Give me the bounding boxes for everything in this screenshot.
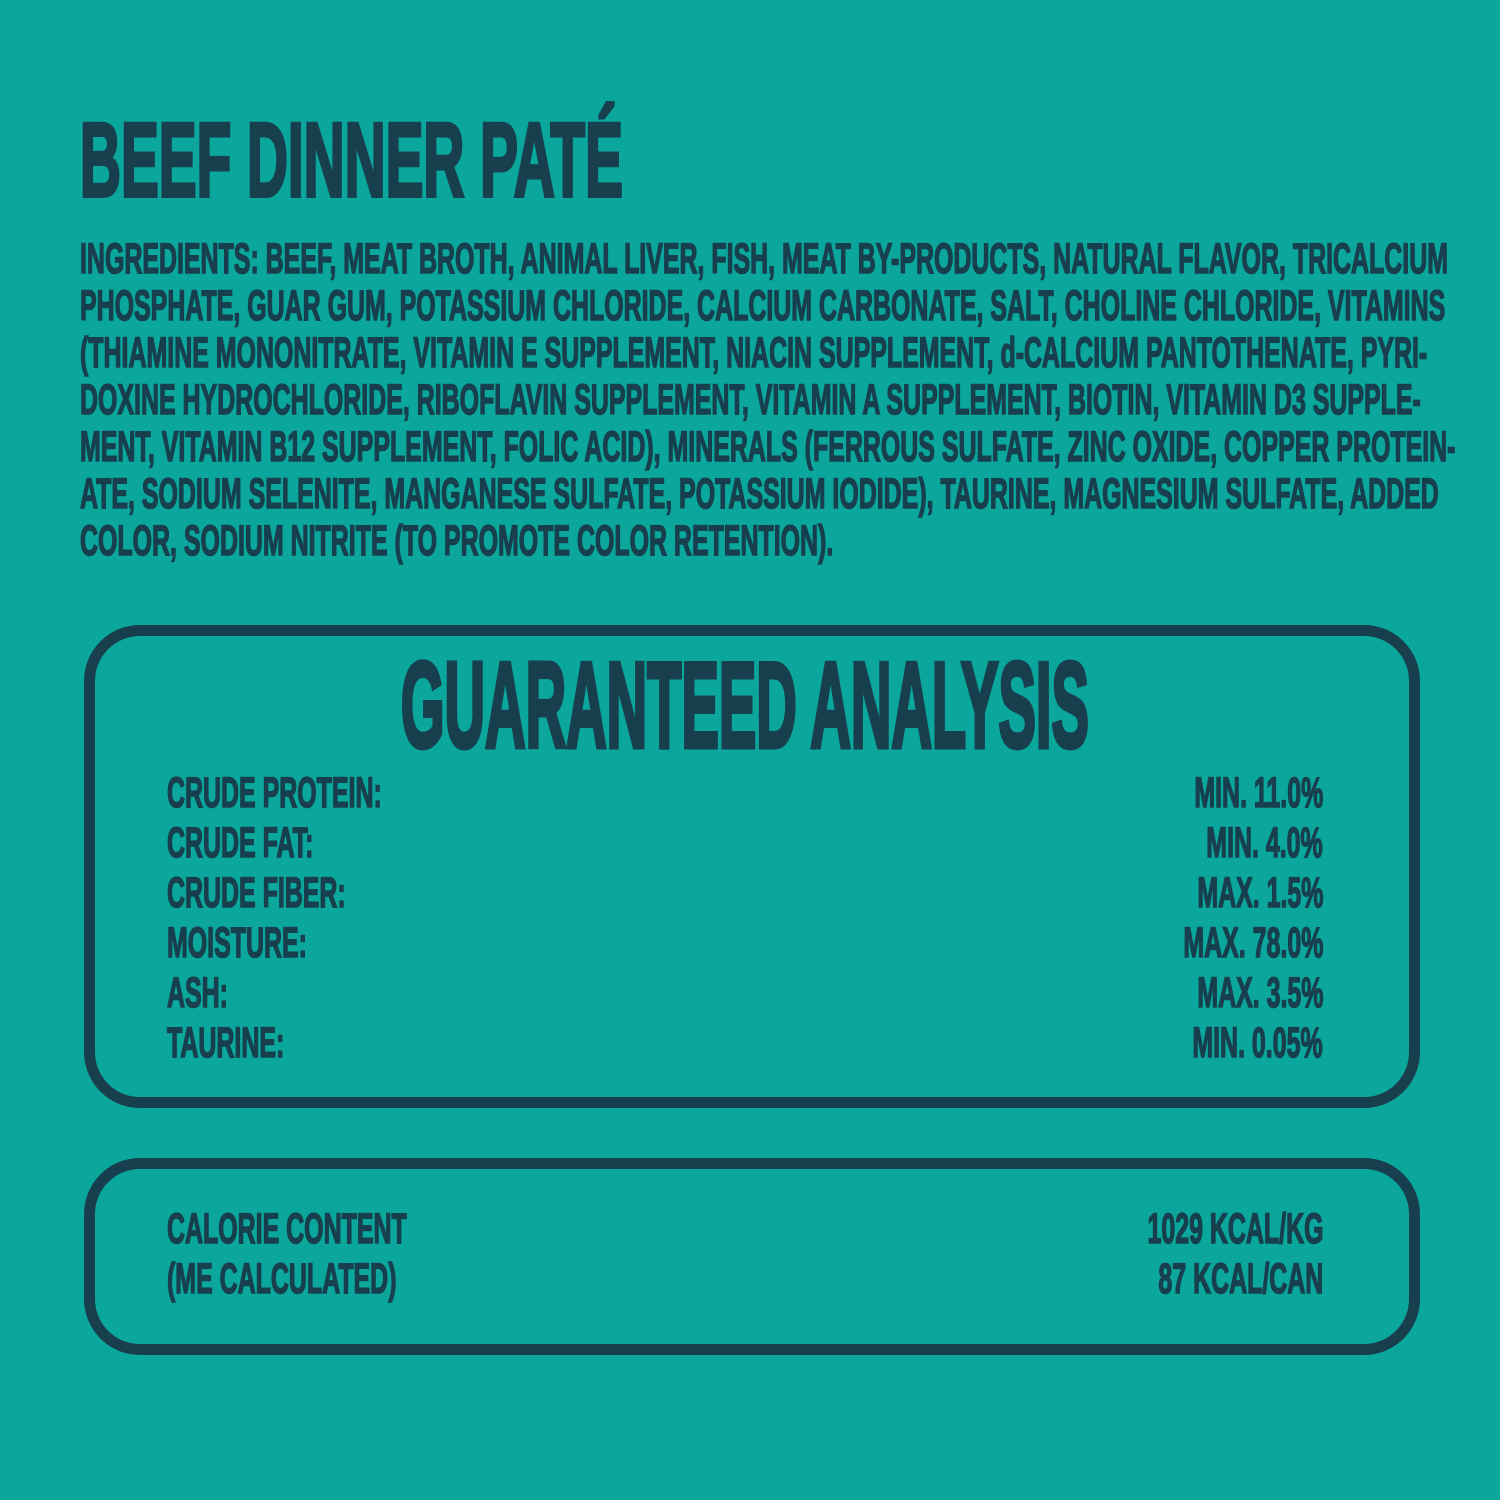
ingredients-line — [80, 518, 1500, 565]
calorie-content-rows — [167, 1204, 1323, 1304]
analysis-label: CRUDE PROTEIN: — [167, 769, 382, 817]
product-title — [80, 102, 1085, 219]
ingredients-line-text: DOXINE HYDROCHLORIDE, RIBOFLAVIN SUPPLEMENT, VITAMIN A SUPPLEMENT, BIOTIN, VITAMIN D3 SUPPLE- — [80, 376, 1421, 424]
ingredients-line — [80, 471, 1500, 518]
analysis-row — [167, 768, 1323, 818]
ingredients-line — [80, 377, 1500, 424]
analysis-label: CRUDE FIBER: — [167, 869, 346, 917]
analysis-label: ASH: — [167, 969, 228, 1017]
ingredients-line-text: PHOSPHATE, GUAR GUM, POTASSIUM CHLORIDE, CALCIUM CARBONATE, SALT, CHOLINE CHLORIDE, VITAMINS — [80, 282, 1446, 330]
analysis-value: MAX. 78.0% — [1183, 919, 1323, 967]
analysis-value: MIN. 4.0% — [1206, 819, 1323, 867]
ingredients-line — [80, 424, 1500, 471]
analysis-value: MAX. 3.5% — [1196, 969, 1323, 1017]
calorie-value-text: 1029 KCAL/KG — [1146, 1205, 1323, 1253]
analysis-value: MIN. 0.05% — [1192, 1019, 1323, 1067]
analysis-row — [167, 868, 1323, 918]
ingredients-line — [80, 283, 1500, 330]
calorie-label-text: CALORIE CONTENT — [167, 1205, 407, 1253]
guaranteed-analysis-heading-text: GUARANTEED ANALYSIS — [400, 637, 1090, 773]
ingredients-line-text: COLOR, SODIUM NITRITE (TO PROMOTE COLOR RETENTION). — [80, 517, 834, 565]
ingredients-line — [80, 330, 1500, 377]
calorie-labels — [167, 1204, 580, 1304]
analysis-value: MIN. 11.0% — [1194, 769, 1323, 817]
ingredients-line-text: MENT, VITAMIN B12 SUPPLEMENT, FOLIC ACID), MINERALS (FERROUS SULFATE, ZINC OXIDE, COPPER PROTEIN- — [80, 423, 1456, 471]
ingredients-paragraph — [80, 236, 1500, 565]
guaranteed-analysis-box — [84, 625, 1420, 1108]
analysis-label: TAURINE: — [167, 1019, 285, 1067]
calorie-values — [1020, 1204, 1323, 1304]
ingredients-line-text: (THIAMINE MONONITRATE, VITAMIN E SUPPLEMENT, NIACIN SUPPLEMENT, d-CALCIUM PANTOTHENATE, PYRI- — [80, 329, 1428, 377]
analysis-row — [167, 968, 1323, 1018]
analysis-row — [167, 1018, 1323, 1068]
analysis-row — [167, 818, 1323, 868]
ingredients-line — [80, 236, 1500, 283]
analysis-row — [167, 918, 1323, 968]
ingredients-line-text: ATE, SODIUM SELENITE, MANGANESE SULFATE, POTASSIUM IODIDE), TAURINE, MAGNESIUM SULFATE, ADDED — [80, 470, 1439, 518]
ingredients-line-text: INGREDIENTS: BEEF, MEAT BROTH, ANIMAL LIVER, FISH, MEAT BY-PRODUCTS, NATURAL FLAVOR, TRICALCIUM — [80, 235, 1448, 283]
calorie-value-text: 87 KCAL/CAN — [1158, 1255, 1323, 1303]
analysis-label: CRUDE FAT: — [167, 819, 314, 867]
calorie-label-line-2 — [167, 1254, 580, 1304]
calorie-value-line-1 — [1020, 1204, 1323, 1254]
calorie-content-box — [84, 1158, 1420, 1355]
product-title-text: BEEF DINNER PATÉ — [80, 102, 623, 219]
analysis-value: MAX. 1.5% — [1196, 869, 1323, 917]
calorie-value-line-2 — [1020, 1254, 1323, 1304]
analysis-rows — [167, 768, 1323, 1068]
calorie-label-line-1 — [167, 1204, 580, 1254]
analysis-label: MOISTURE: — [167, 919, 307, 967]
guaranteed-analysis-heading — [167, 637, 1323, 773]
calorie-label-text: (ME CALCULATED) — [167, 1255, 397, 1303]
